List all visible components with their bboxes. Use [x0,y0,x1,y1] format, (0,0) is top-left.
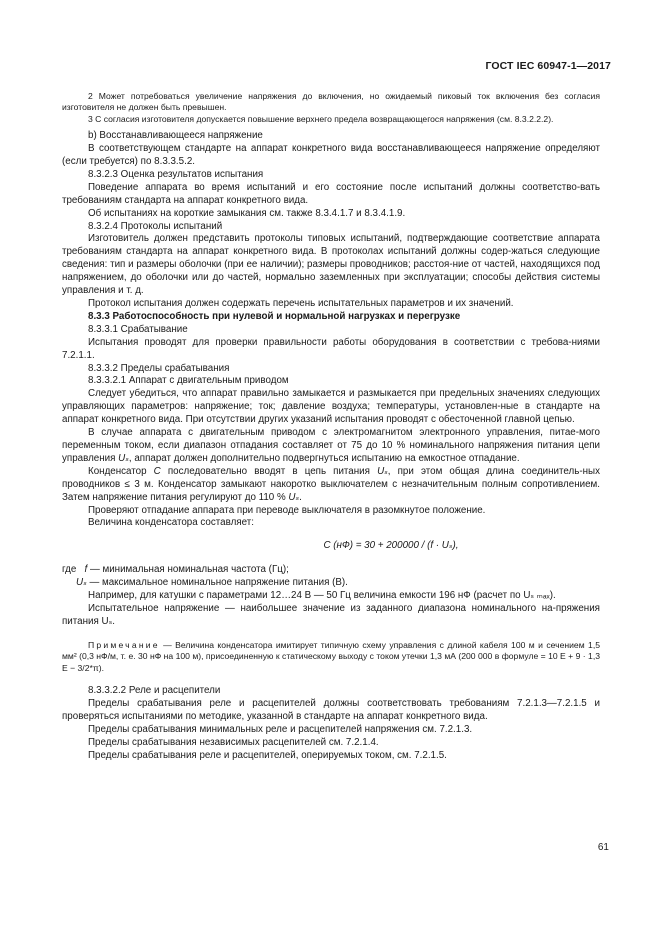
paragraph-current-operated: Пределы срабатывания реле и расцепителей, оперируемых током, см. 7.2.1.5. [88,749,447,761]
heading-8-3-2-4: 8.3.2.4 Протоколы испытаний [88,220,223,232]
where-f [62,564,600,577]
page-content [62,91,600,762]
paragraph-relay-limits: Пределы срабатывания реле и расцепителей должны соответствовать требованиям 7.2.1.3—7.2.1.5 и проверяться испытаниями по методике, указанной в стандарте на аппарат конкретного вида. [62,697,600,722]
symbol-c: C [153,465,161,477]
text-part: , аппарат должен дополнительно подвергнуться испытанию на емкостное отпадание. [128,452,520,464]
where-us [62,577,600,590]
note-text: — Величина конденсатора имитирует типичную схему управления с длиной кабеля 100 м и сечением 1,5 мм² (0,3 нФ/м, т. е. 30 нФ на 100 м), присоединенную к статическому выходу с током утечки 1,3 мА (200 000 в формуле = 10 E + 9 · 1,3 E − 3/2*π). [62,639,600,673]
symbol-us: Uₛ [118,452,129,464]
paragraph-recovery-voltage: В соответствующем стандарте на аппарат конкретного вида восстанавливающееся напряжение определяют (если требуется) по 8.3.3.5.2. [62,143,600,168]
paragraph-report-content: Протокол испытания должен содержать перечень испытательных параметров и их значений. [88,298,514,309]
paragraph-test-reports: Изготовитель должен представить протоколы типовых испытаний, подтверждающие соответствие аппарата требованиям стандарта на аппарат конкретного вида. В протоколах испытаний должны содер-жаться следующие сведения: тип и размеры оболочки (при ее наличии); размеры проводников; расстоя-ние от частей, находящихся под напряжением, до оболочки или до частей, нормально заземленных при эксплуатации; способы действия системы управления и т. д. [62,233,600,297]
heading-8-3-3-2-1: 8.3.3.2.1 Аппарат с двигательным приводом [88,375,289,387]
text-part: . [299,491,302,503]
paragraph-capacitor [62,466,600,505]
text-part: Конденсатор [88,465,154,477]
paragraph-behavior: Поведение аппарата во время испытаний и его состояние после испытаний должны соответство-вать требованиям стандарта на аппарат конкретного вида. [62,181,600,206]
text-part: последовательно вводят в цепь питания [160,465,378,477]
heading-8-3-3-2-2: 8.3.3.2.2 Реле и расцепители [88,684,221,696]
paragraph-test-voltage: Испытательное напряжение — наибольшее значение из заданного диапазона номинального на-пряжения питания Uₛ. [62,602,600,627]
paragraph-shunt: Пределы срабатывания независимых расцепителей см. 7.2.1.4. [88,736,379,748]
symbol-us: Uₛ [76,577,87,589]
where-lead: где [62,564,77,576]
note-capacitor [62,640,600,674]
heading-8-3-3-2: 8.3.3.2 Пределы срабатывания [88,362,230,374]
where-f-desc: — минимальная номинальная частота (Гц); [87,564,289,576]
paragraph-capacitor-value: Величина конденсатора составляет: [88,517,254,529]
heading-8-3-3-1: 8.3.3.1 Срабатывание [88,323,188,335]
note-label: Примечание [88,639,160,650]
note-2: 2 Может потребоваться увеличение напряжения до включения, но ожидаемый пиковый ток включения без согласия изготовителя не должен быть превышен. [62,91,600,113]
page-number: 61 [597,842,609,853]
paragraph-short-circuit-ref: Об испытаниях на короткие замыкания см. также 8.3.4.1.7 и 8.3.4.1.9. [88,207,406,219]
text-part: , при этом общая длина соединитель-ных проводников ≤ 3 м. Конденсатор замыкают накоротко выключателем с незначительным полным сопротивлением. Затем напряжение питания регулируют до 110 % [62,465,600,503]
symbol-us: Uₛ [288,491,300,503]
paragraph-capacitive-dropout [62,427,600,466]
paragraph-undervoltage: Пределы срабатывания минимальных реле и расцепителей напряжения см. 7.2.1.3. [88,723,473,735]
where-us-desc: — максимальное номинальное напряжение питания (В). [86,577,348,589]
capacitor-formula: C (нФ) = 30 + 200000 / (f · Uₛ), [323,540,459,552]
note-3: 3 С согласия изготовителя допускается повышение верхнего предела возвращающегося напряжения (см. 8.3.2.2.2). [88,113,554,124]
symbol-f: f [84,564,88,576]
standard-header: ГОСТ IEC 60947-1—2017 [485,60,611,72]
paragraph-operation: Испытания проводят для проверки правильности работы оборудования в соответствии с требова-ниями 7.2.1.1. [62,336,600,361]
item-b-heading: b) Восстанавливающееся напряжение [88,130,263,142]
text-part: В случае аппарата с двигательным приводом с электромагнитом электронного управления, питае-мого переменным током, если диапазон отпадания составляет от 75 до 10 % номинального напряжения питания цепи управления [62,427,600,464]
heading-8-3-2-3: 8.3.2.3 Оценка результатов испытания [88,168,264,180]
paragraph-check-dropout: Проверяют отпадание аппарата при переводе выключателя в разомкнутое положение. [88,504,486,516]
paragraph-example: Например, для катушки с параметрами 12…24 В — 50 Гц величина емкости 196 нФ (расчет по Uₛ ₘₐₓ). [88,590,556,602]
paragraph-limits: Следует убедиться, что аппарат правильно замыкается и размыкается при предельных значениях следующих управляющих параметров: напряжение; ток; давление воздуха; температуры, установлен-ные в стандарте на аппарат конкретного вида. При отсутствии других указаний испытания проводят с обесточенной главной цепью. [62,388,600,426]
symbol-us: Uₛ [377,465,388,477]
heading-8-3-3: 8.3.3 Работоспособность при нулевой и нормальной нагрузках и перегрузке [88,310,461,322]
